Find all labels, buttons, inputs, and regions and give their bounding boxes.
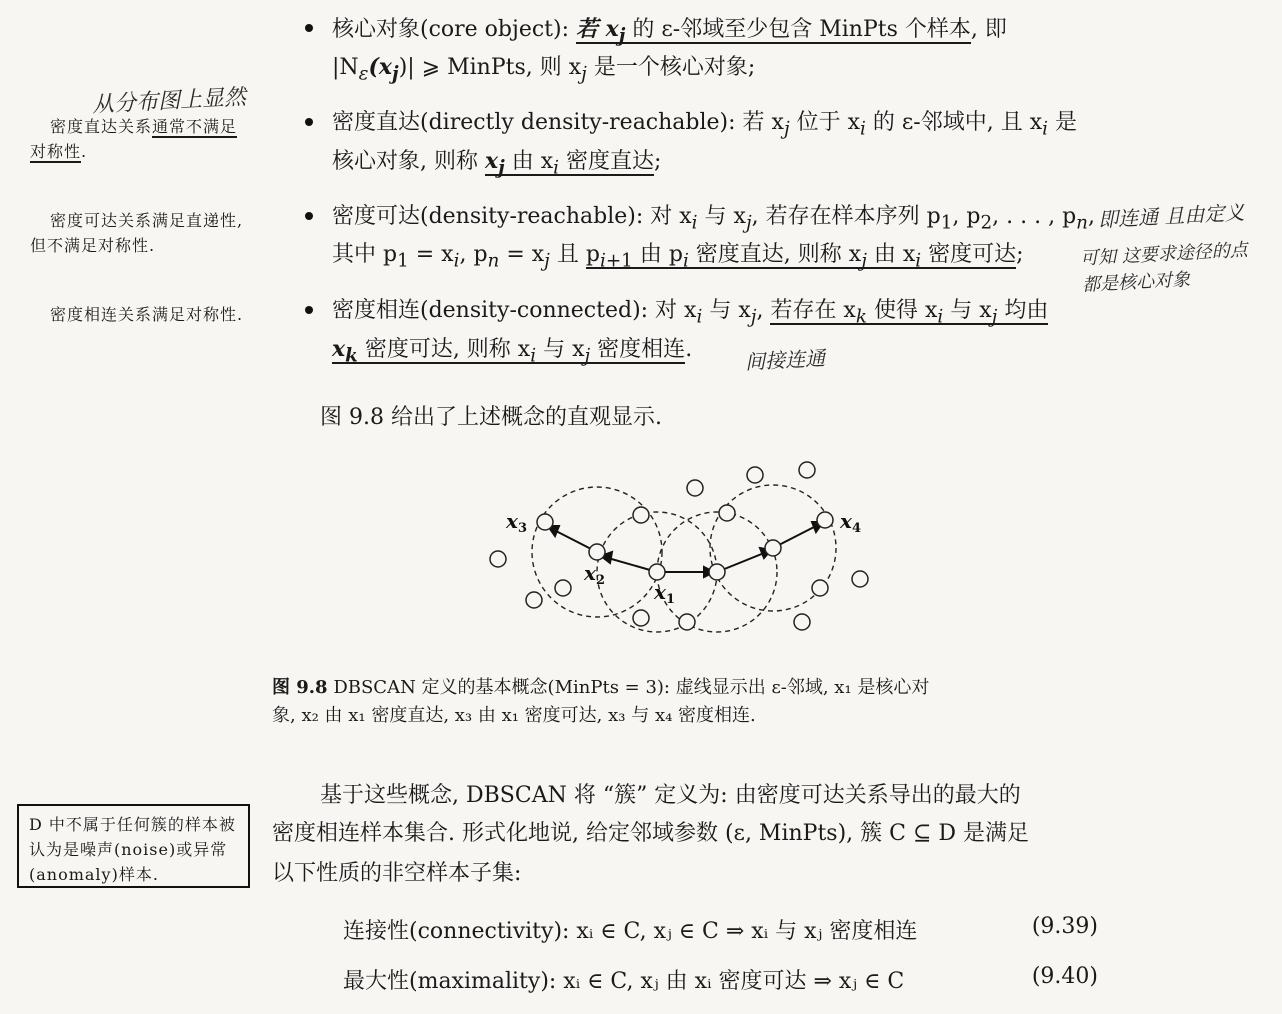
- math: x: [484, 148, 499, 174]
- text: 密度相连: [590, 337, 686, 362]
- point: [799, 462, 815, 478]
- bullet-line: 密度直达(directly density-reachable): 若 $x_j$ 位于 $x_i$ 的 ε-邻域中, 且 $x_i$ 是: [332, 110, 1078, 140]
- bullet-line: 密度相连(density-connected): 对 $x_i$ 与 $x_j$, 若存在 $x_k$ 使得 $x_i$ 与 $x_j$ 均由: [332, 298, 1049, 328]
- text: 且: [549, 242, 586, 267]
- equation-number: (9.40): [1031, 964, 1098, 989]
- equation-text: 最大性(maximality): xᵢ ∈ C, xⱼ 由 xᵢ 密度可达 ⇒ xⱼ ∈ C: [343, 969, 905, 994]
- text: )| ⩾ MinPts, 则 x: [398, 55, 582, 80]
- caption-line: [272, 674, 1102, 702]
- point: [719, 505, 735, 521]
- text: 与 x: [697, 204, 746, 229]
- handwritten-note-4: 都是核心对象: [1081, 269, 1191, 296]
- point: [490, 551, 506, 567]
- margin-note-underlined: 通常不满足对称性: [30, 117, 238, 161]
- text: = x: [408, 242, 454, 267]
- bullet-line: $|N_\varepsilon(x_j)|$ ⩾ MinPts, 则 $x_j$ 是一个核心对象;: [332, 54, 756, 85]
- handwritten-note-1: 从分布图上显然: [91, 84, 247, 119]
- equation-maximality: [343, 964, 1098, 995]
- label-x1: $x_1$: [654, 580, 675, 607]
- equation-connectivity: [343, 914, 1098, 945]
- text: , p: [952, 204, 981, 229]
- text: 与 x: [943, 298, 992, 323]
- label-x4: $x_4$: [840, 509, 861, 536]
- point: [765, 540, 781, 556]
- figure-intro: 图 9.8 给出了上述概念的直观显示.: [320, 405, 662, 430]
- math: x: [332, 336, 346, 362]
- text: ,: [756, 298, 771, 323]
- bullet-dot: [305, 24, 313, 32]
- body-line-2: 密度相连样本集合. 形式化地说, 给定邻域参数 (ε, MinPts), 簇 C ⊆ D 是满足: [272, 821, 1030, 846]
- text: 由 x: [504, 149, 554, 174]
- text: 密度直达: [559, 149, 655, 174]
- point-x2: [589, 544, 605, 560]
- point: [633, 507, 649, 523]
- bullet-line: 密度可达(density-reachable): 对 $x_i$ 与 $x_j$, 若存在样本序列 $p_1$, $p_2$, . . . , $p_n$,: [332, 204, 1095, 234]
- text: , 即: [970, 17, 1007, 42]
- math: |N: [332, 55, 359, 80]
- text: 位于 x: [789, 110, 861, 135]
- text: 密度可达: [921, 242, 1017, 267]
- bullet-dot: [305, 212, 313, 220]
- text: ;: [654, 149, 662, 174]
- text: , p: [459, 242, 488, 267]
- margin-note-connected: 密度相连关系满足对称性.: [50, 305, 244, 324]
- equation-text: 连接性(connectivity): xᵢ ∈ C, xⱼ ∈ C ⇒ xᵢ 与 xⱼ 密度相连: [343, 919, 918, 944]
- body-line-1: 基于这些概念, DBSCAN 将 “簇” 定义为: 由密度可达关系导出的最大的: [320, 783, 1021, 808]
- text: 密度可达(density-reachable): 对 x: [332, 204, 692, 229]
- body-line-3: 以下性质的非空样本子集:: [272, 861, 522, 886]
- text: 由 p: [632, 242, 683, 267]
- bullet-line: [332, 330, 692, 375]
- text: 是一个核心对象;: [586, 55, 756, 80]
- math: 若 x: [576, 16, 619, 42]
- caption-text: DBSCAN 定义的基本概念(MinPts = 3): 虚线显示出 ε-邻域, x₁ 是核心对: [327, 677, 930, 698]
- text: 的 ε-邻域中, 且 x: [865, 110, 1043, 135]
- text: 核心对象, 则称: [332, 149, 485, 174]
- margin-note-text: .: [81, 142, 88, 161]
- figure-caption: [272, 674, 1102, 730]
- text: 若存在 x: [770, 298, 856, 323]
- text: 其中 p: [332, 242, 398, 267]
- point-x4: [817, 512, 833, 528]
- point: [794, 614, 810, 630]
- figure-number: 图 9.8: [272, 677, 328, 698]
- point: [679, 614, 695, 630]
- handwritten-note-2: 即连通 且由定义: [1097, 200, 1245, 232]
- text: .: [685, 337, 693, 362]
- handwritten-note-5: 间接连通: [744, 345, 826, 375]
- point: [526, 592, 542, 608]
- underlined-span: $x_k$ 密度可达, 则称 $x_i$ 与 $x_j$ 密度相连: [332, 336, 686, 367]
- caption-line: 象, x₂ 由 x₁ 密度直达, x₃ 由 x₁ 密度可达, x₃ 与 x₄ 密度相连.: [272, 705, 756, 726]
- point: [555, 580, 571, 596]
- bullet-dot: [305, 306, 313, 314]
- text: 密度直达(directly density-reachable): 若 x: [332, 110, 784, 135]
- point: [709, 564, 725, 580]
- epsilon-neighborhoods: [532, 485, 836, 632]
- text: ;: [1016, 242, 1024, 267]
- label-x3: $x_3$: [506, 509, 527, 536]
- margin-note-text: 密度直达关系: [50, 117, 153, 136]
- text: 均由: [997, 298, 1049, 323]
- sample-points: [490, 462, 868, 630]
- text: 与 x: [536, 337, 585, 362]
- underlined-span: 若 $x_j$ 的 ε-邻域至少包含 MinPts 个样本: [576, 16, 971, 47]
- text: 的 ε-邻域至少包含 MinPts 个样本: [625, 17, 971, 42]
- point: [687, 480, 703, 496]
- point: [852, 571, 868, 587]
- bullet-dot: [305, 118, 313, 126]
- noise-definition-box: D 中不属于任何簇的样本被认为是噪声(noise)或异常(anomaly)样本.: [17, 804, 250, 888]
- text: p: [585, 242, 600, 267]
- margin-note-directly-reachable: [30, 114, 245, 164]
- point-x3: [537, 514, 553, 530]
- text: 密度直达, 则称 x: [688, 242, 862, 267]
- text: 密度相连(density-connected): 对 x: [332, 298, 697, 323]
- equation-number: (9.39): [1031, 914, 1098, 939]
- text: = x: [499, 242, 545, 267]
- text: 由 x: [866, 242, 916, 267]
- handwritten-note-3: 可知 这要求途径的点: [1079, 239, 1249, 270]
- bullet-line: [332, 142, 661, 187]
- point-x1: [649, 564, 665, 580]
- text: 密度可达, 则称 x: [357, 337, 531, 362]
- margin-note-reachable: 密度可达关系满足直递性, 但不满足对称性.: [30, 211, 244, 255]
- text: 是: [1048, 110, 1078, 135]
- label-x2: $x_2$: [584, 561, 605, 588]
- text: , . . . , p: [992, 204, 1077, 229]
- bullet-line: 其中 $p_1 = x_i$, $p_n = x_j$ 且 $p_{i+1}$ 由 $p_i$ 密度直达, 则称 $x_j$ 由 $x_i$ 密度可达;: [332, 242, 1024, 272]
- text: ,: [1087, 204, 1095, 229]
- text: , 若存在样本序列 p: [751, 204, 941, 229]
- dbscan-figure: [470, 450, 910, 650]
- underlined-span: 若存在 $x_k$ 使得 $x_i$ 与 $x_j$ 均由: [770, 298, 1049, 328]
- text: 核心对象(core object):: [332, 17, 576, 42]
- point: [812, 580, 828, 596]
- underlined-span: $x_j$ 由 $x_i$ 密度直达: [484, 148, 655, 179]
- text: 使得 x: [866, 298, 938, 323]
- point: [747, 467, 763, 483]
- point: [633, 610, 649, 626]
- text: 与 x: [702, 298, 751, 323]
- math: (x: [368, 54, 393, 80]
- underlined-span: $p_{i+1}$ 由 $p_i$ 密度直达, 则称 $x_j$ 由 $x_i$ 密度可达: [585, 242, 1017, 272]
